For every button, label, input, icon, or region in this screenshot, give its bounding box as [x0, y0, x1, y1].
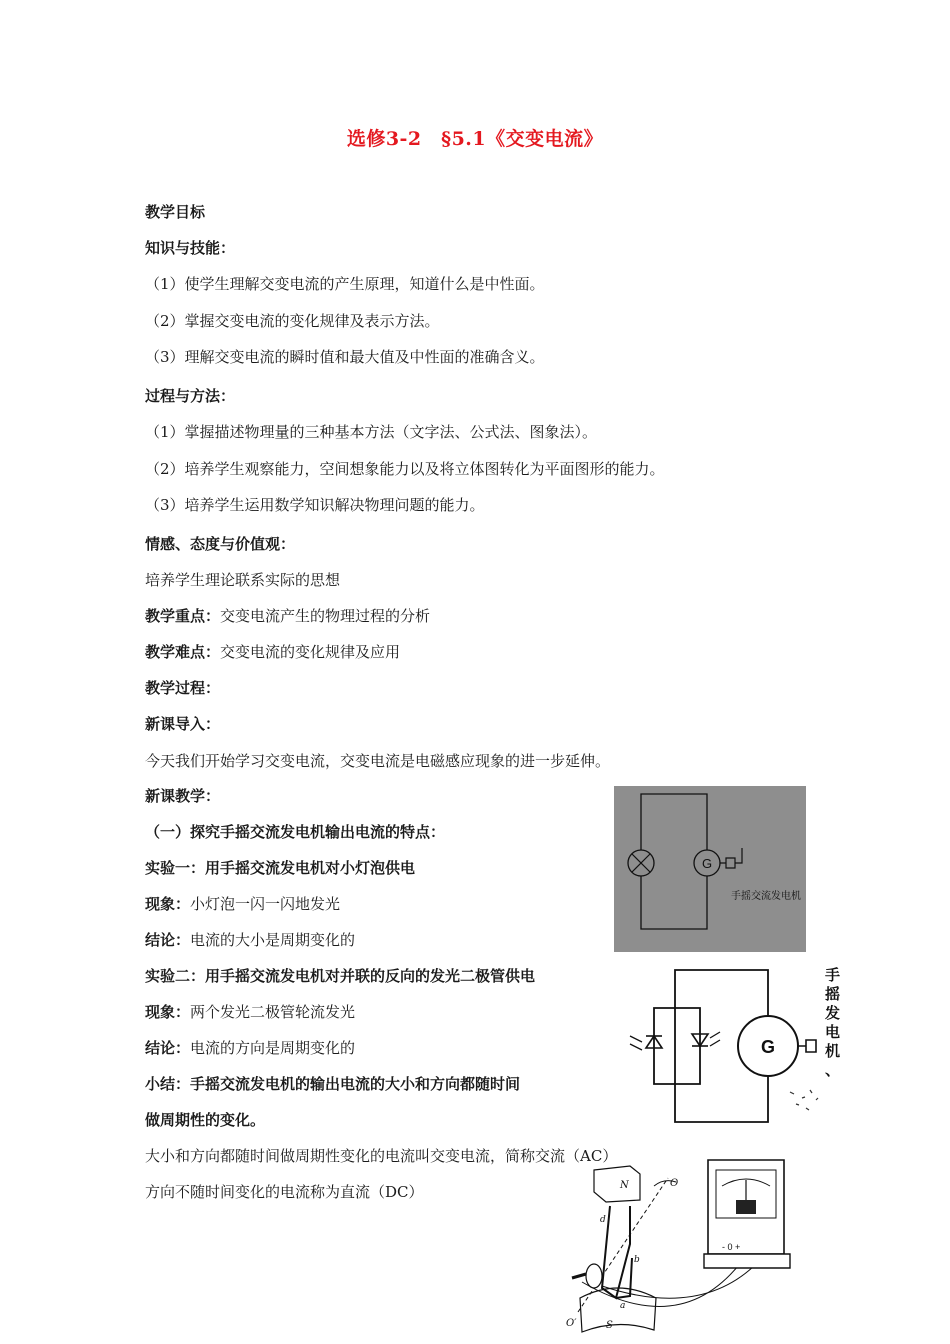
line-text: 两个发光二极管轮流发光 — [190, 1003, 356, 1021]
coil-loop — [602, 1206, 630, 1298]
text-line — [145, 1038, 355, 1058]
crank-handle — [798, 1040, 816, 1052]
text-line — [145, 1182, 424, 1202]
magnet-s-pole — [580, 1288, 656, 1332]
text-line — [145, 930, 355, 950]
text-line — [145, 786, 220, 806]
line-bold-label: 小结：手摇交流发电机的输出电流的大小和方向都随时间 — [145, 1075, 521, 1093]
line-bold-label: 知识与技能： — [145, 239, 236, 257]
line-text: 培养学生理论联系实际的思想 — [145, 571, 341, 589]
figure-caption: 手摇交流发电机 — [731, 891, 801, 902]
text-line — [145, 347, 545, 367]
line-bold-label: 现象： — [145, 895, 191, 913]
circuit-diagram-lamp — [614, 786, 806, 952]
generator-side-label: 手摇发电机、 — [825, 966, 840, 1079]
line-text: 交变电流的变化规律及应用 — [220, 643, 401, 661]
text-line — [145, 822, 445, 842]
line-bold-label: 结论： — [145, 1039, 191, 1057]
text-line — [145, 311, 440, 331]
text-line — [145, 238, 235, 258]
line-text: 小灯泡一闪一闪地发光 — [190, 895, 341, 913]
text-line — [145, 1074, 520, 1094]
text-line — [145, 422, 597, 442]
label-o: O — [670, 1178, 679, 1189]
line-bold-label: 做周期性的变化。 — [145, 1111, 266, 1129]
generator-label: G — [760, 1037, 776, 1057]
line-text: 方向不随时间变化的电流称为直流（DC） — [145, 1183, 424, 1201]
text-line — [145, 274, 545, 294]
line-bold-label: 教学过程： — [145, 679, 221, 697]
text-line — [145, 966, 535, 986]
line-text: 交变电流产生的物理过程的分析 — [220, 607, 431, 625]
line-text: （1）使学生理解交变电流的产生原理，知道什么是中性面。 — [145, 275, 545, 293]
text-line — [145, 642, 400, 662]
line-text: （3）培养学生运用数学知识解决物理问题的能力。 — [145, 496, 485, 514]
label-o-prime: O′ — [566, 1318, 577, 1329]
text-line — [145, 751, 610, 771]
text-line — [145, 678, 220, 698]
line-text: 大小和方向都随时间做周期性变化的电流叫交变电流，简称交流（AC） — [145, 1147, 618, 1165]
line-bold-label: 结论： — [145, 931, 191, 949]
line-text: （2）培养学生观察能力，空间想象能力以及将立体图转化为平面图形的能力。 — [145, 460, 665, 478]
text-line — [145, 570, 340, 590]
text-line — [145, 1002, 355, 1022]
line-bold-label: 教学目标 — [145, 203, 206, 221]
generator-apparatus-diagram — [558, 1148, 808, 1342]
text-line — [145, 459, 665, 479]
line-bold-label: 新课教学： — [145, 787, 221, 805]
line-text: 电流的方向是周期变化的 — [190, 1039, 356, 1057]
label-d: d — [600, 1215, 606, 1225]
text-line — [145, 386, 235, 406]
text-line — [145, 495, 485, 515]
line-text: （3）理解交变电流的瞬时值和最大值及中性面的准确含义。 — [145, 348, 545, 366]
line-bold-label: 情感、态度与价值观： — [145, 535, 296, 553]
generator-label: G — [701, 856, 713, 871]
line-bold-label: 实验一：用手摇交流发电机对小灯泡供电 — [145, 859, 416, 877]
print-noise — [790, 1090, 818, 1110]
meter-coil — [736, 1200, 756, 1214]
line-bold-label: （一）探究手摇交流发电机输出电流的特点： — [145, 823, 446, 841]
meter-terminals: - 0 + — [722, 1242, 741, 1252]
line-text: （2）掌握交变电流的变化规律及表示方法。 — [145, 312, 440, 330]
circuit-diagram-leds — [620, 962, 840, 1132]
label-n: N — [620, 1180, 629, 1191]
text-line — [145, 1146, 617, 1166]
line-text: （1）掌握描述物理量的三种基本方法（文字法、公式法、图象法）。 — [145, 423, 598, 441]
line-text: 电流的大小是周期变化的 — [190, 931, 356, 949]
text-line — [145, 714, 220, 734]
page-title: 选修3-2 §5.1《交变电流》 — [346, 128, 604, 150]
magnet-n-pole — [594, 1166, 640, 1202]
text-line — [145, 858, 415, 878]
line-bold-label: 过程与方法： — [145, 387, 236, 405]
meter-base — [704, 1254, 790, 1268]
text-line — [145, 1110, 265, 1130]
line-bold-label: 现象： — [145, 1003, 191, 1021]
line-text: 今天我们开始学习交变电流，交变电流是电磁感应现象的进一步延伸。 — [145, 752, 611, 770]
line-bold-label: 实验二：用手摇交流发电机对并联的反向的发光二极管供电 — [145, 967, 536, 985]
text-line — [145, 534, 295, 554]
line-bold-label: 教学难点： — [145, 643, 221, 661]
text-line — [145, 606, 430, 626]
line-bold-label: 教学重点： — [145, 607, 221, 625]
label-b: b — [634, 1255, 640, 1265]
label-a: a — [620, 1301, 626, 1311]
text-line — [145, 894, 340, 914]
label-s: S — [606, 1320, 613, 1331]
text-line — [145, 202, 205, 222]
line-bold-label: 新课导入： — [145, 715, 221, 733]
slip-ring — [586, 1264, 602, 1288]
